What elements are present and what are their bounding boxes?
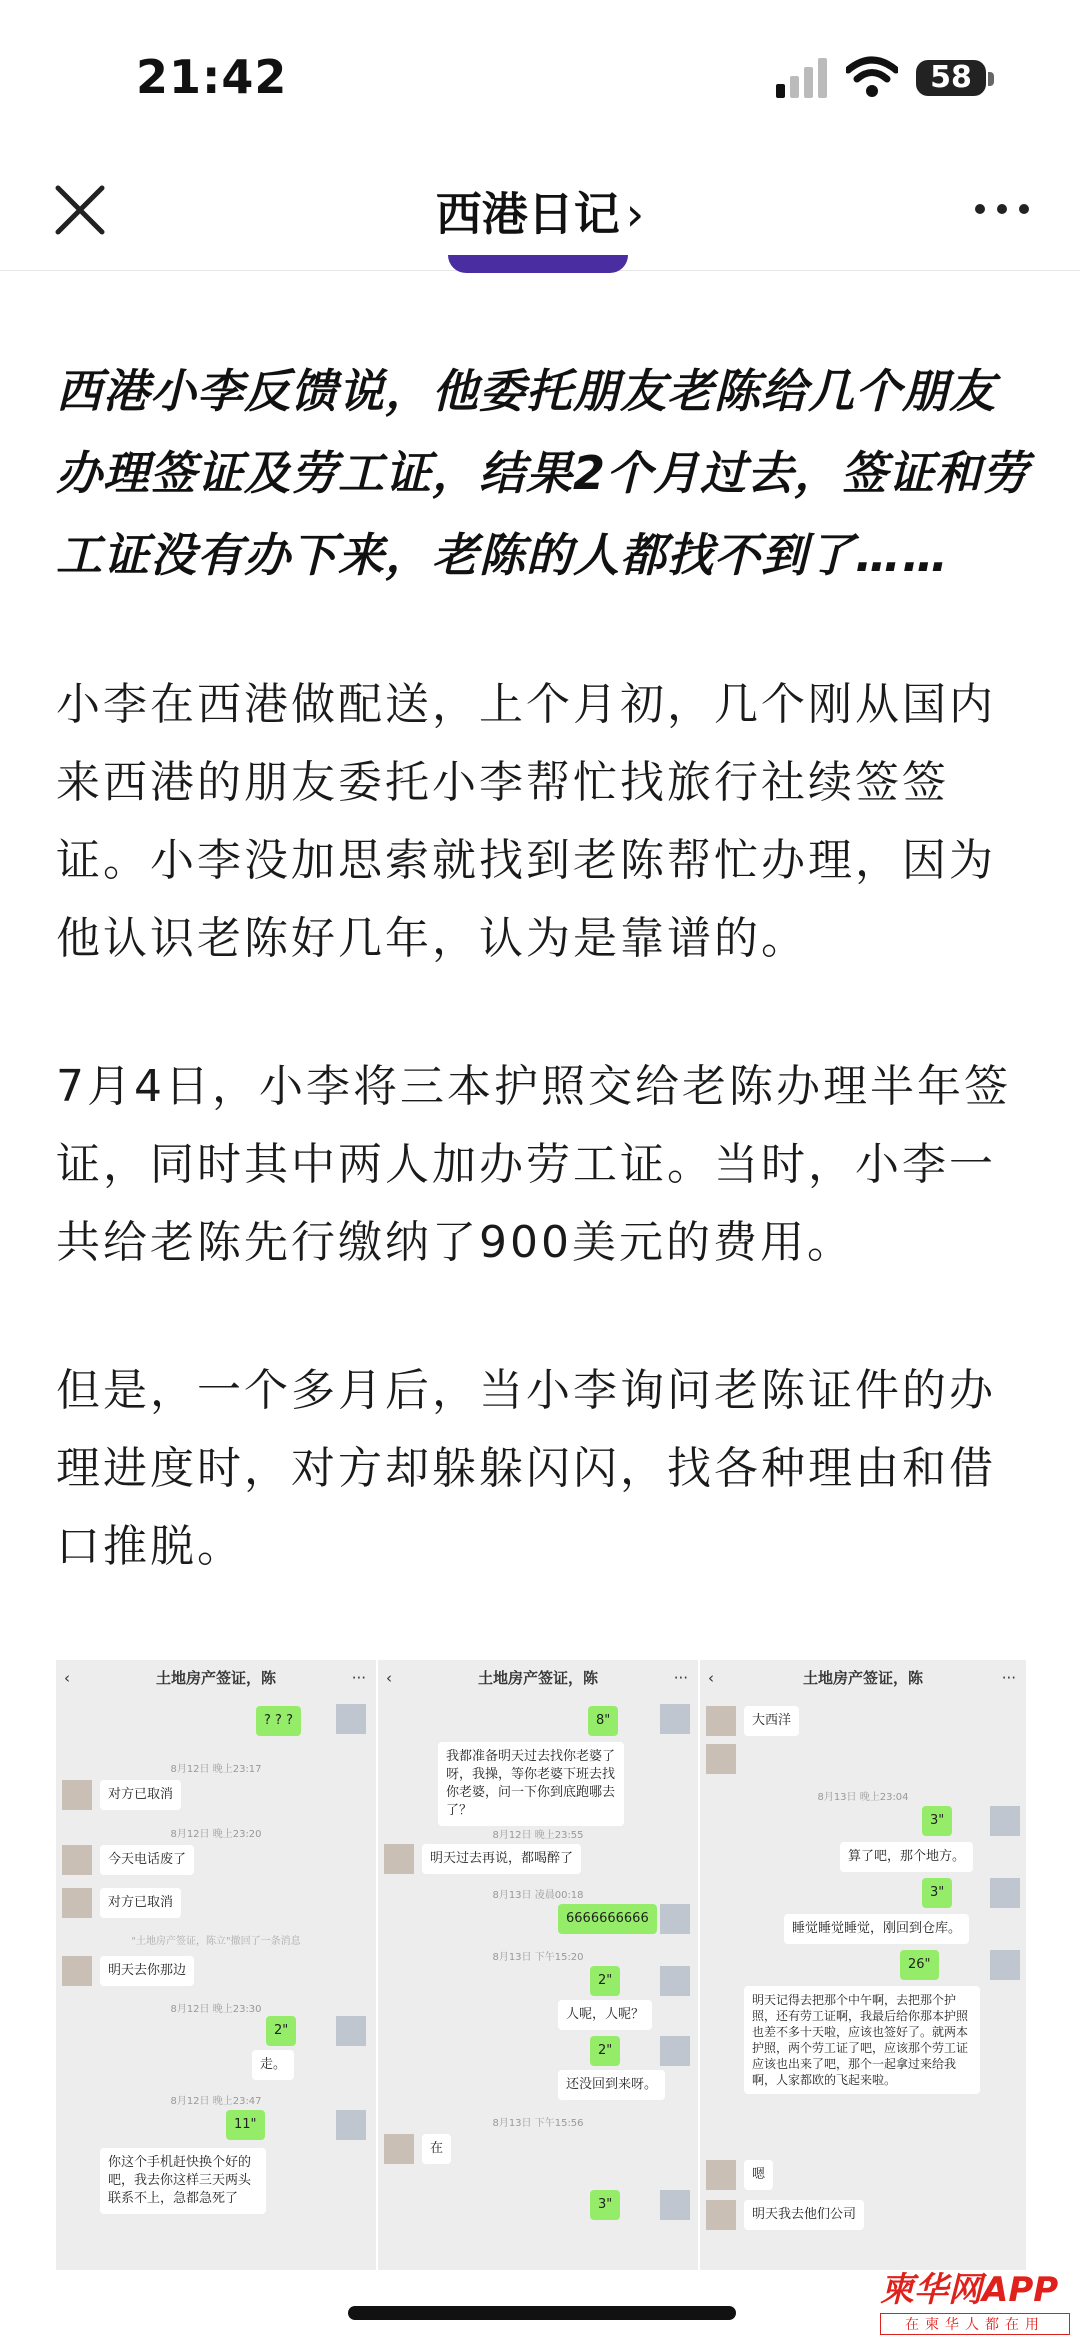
chat-title: 土地房产签证，陈 (802, 1669, 923, 1687)
home-indicator[interactable] (348, 2306, 736, 2320)
more-icon: ··· (673, 1669, 688, 1687)
chat-header (700, 1660, 1026, 1696)
chat-bubble: 今天电话废了 (100, 1845, 194, 1875)
nav-bar (0, 150, 1080, 271)
avatar (706, 2200, 736, 2230)
article-lead: 西港小李反馈说，他委托朋友老陈给几个朋友办理签证及劳工证，结果2个月过去，签证和劳工证没有办下来，老陈的人都找不到了…… (56, 364, 1030, 582)
back-icon: ‹ (708, 1669, 714, 1687)
chat-bubble: 2" (266, 2016, 296, 2046)
chat-bubble: 3" (922, 1806, 952, 1836)
chat-bubble: 算了吧，那个地方。 (840, 1842, 973, 1872)
chat-bubble: 还没回到来呀。 (558, 2070, 665, 2100)
avatar (62, 1888, 92, 1918)
avatar (62, 1780, 92, 1810)
chat-screenshot-image[interactable] (56, 1660, 1026, 2270)
avatar (706, 1744, 736, 1774)
avatar (990, 1806, 1020, 1836)
chat-timestamp: 8月12日 晚上23:55 (492, 1830, 584, 1841)
avatar (336, 2110, 366, 2140)
account-name: 西港日记 (435, 187, 620, 241)
article-paragraph: 但是，一个多月后，当小李询问老陈证件的办理进度时，对方却躲躲闪闪，找各种理由和借口推脱。 (56, 1365, 996, 1572)
avatar (706, 2160, 736, 2190)
more-icon: ··· (351, 1669, 366, 1687)
chat-bubble: 人呢，人呢？ (558, 2000, 652, 2030)
chat-header (378, 1660, 698, 1696)
avatar (660, 1904, 690, 1934)
chat-panel (56, 1660, 378, 2270)
chat-bubble: 你这个手机赶快换个好的吧，我去你这样三天两头联系不上，急都急死了 (100, 2148, 266, 2214)
watermark-logo (880, 2262, 1070, 2332)
chat-bubble: 在 (422, 2134, 451, 2164)
chevron-right-icon: › (625, 187, 645, 241)
chat-bubble: 明天我去他们公司 (744, 2200, 864, 2230)
chat-bubble: ? ? ? (256, 1706, 301, 1736)
status-bar (0, 0, 1080, 150)
avatar (336, 1704, 366, 1734)
chat-timestamp: 8月13日 晚上23:04 (817, 1792, 909, 1803)
chat-bubble: 明天记得去把那个中午啊，去把那个护照，还有劳工证啊，我最后给你那本护照也差不多十天啦，应该也签好了。就两本护照，两个劳工证了吧，应该那个劳工证应该也出来了吧，那个一起拿过来给我啊，人家都欧的飞起来啦。 (744, 1986, 980, 2094)
chat-bubble: 明天去你那边 (100, 1956, 194, 1986)
avatar (990, 1950, 1020, 1980)
avatar (384, 1844, 414, 1874)
chat-bubble: 8" (588, 1706, 618, 1736)
chat-bubble: 3" (590, 2190, 620, 2220)
chat-bubble: 明天过去再说，都喝醉了 (422, 1844, 581, 1874)
avatar (660, 2190, 690, 2220)
chat-bubble: 26" (900, 1950, 939, 1980)
chat-bubble: 大西洋 (744, 1706, 799, 1736)
account-title-link[interactable] (0, 178, 1080, 244)
chat-bubble: 对方已取消 (100, 1888, 181, 1918)
avatar (384, 2134, 414, 2164)
chat-bubble: 11" (226, 2110, 265, 2140)
wifi-icon (846, 56, 898, 98)
article-paragraph: 小李在西港做配送，上个月初，几个刚从国内来西港的朋友委托小李帮忙找旅行社续签签证。小李没加思索就找到老陈帮忙办理，因为他认识老陈好几年，认为是靠谱的。 (56, 679, 996, 964)
chat-timestamp: 8月13日 下午15:20 (492, 1952, 584, 1963)
chat-bubble: 2" (590, 2036, 620, 2066)
chat-panel (378, 1660, 700, 2270)
watermark-slogan: 在柬华人都在用 (880, 2313, 1070, 2335)
chat-header (56, 1660, 376, 1696)
chat-timestamp: 8月13日 下午15:56 (492, 2118, 584, 2129)
chat-bubble: 嗯 (744, 2160, 773, 2190)
chat-bubble: 走。 (252, 2050, 294, 2080)
cellular-signal-icon (776, 58, 830, 98)
chat-panel (700, 1660, 1026, 2270)
chat-bubble: 睡觉睡觉睡觉，刚回到仓库。 (784, 1914, 969, 1944)
watermark-brand: 柬华网APP (880, 2270, 1059, 2310)
avatar (62, 1845, 92, 1875)
avatar (706, 1706, 736, 1736)
avatar (660, 2036, 690, 2066)
chat-bubble: 我都准备明天过去找你老婆了呀，我操，等你老婆下班去找你老婆，问一下你到底跑哪去了？ (438, 1742, 624, 1826)
chat-timestamp: 8月13日 凌晨00:18 (492, 1890, 584, 1901)
chat-timestamp: 8月12日 晚上23:30 (170, 2004, 262, 2015)
avatar (62, 1956, 92, 1986)
chat-bubble: 对方已取消 (100, 1780, 181, 1810)
back-icon: ‹ (64, 1669, 70, 1687)
status-time: 21:42 (136, 50, 288, 104)
chat-timestamp: 8月12日 晚上23:47 (170, 2096, 262, 2107)
chat-title: 土地房产签证，陈 (155, 1669, 276, 1687)
battery-icon: 58 (916, 60, 986, 96)
chat-timestamp: 8月12日 晚上23:17 (170, 1764, 262, 1775)
article-paragraph: 7月4日，小李将三本护照交给老陈办理半年签证，同时其中两人加办劳工证。当时，小李一共给老陈先行缴纳了900美元的费用。 (56, 1061, 1011, 1268)
chat-bubble: 6666666666 (558, 1904, 657, 1934)
system-message: "土地房产签证，陈立"撤回了一条消息 (131, 1936, 301, 1947)
avatar (336, 2016, 366, 2046)
chat-bubble: 2" (590, 1966, 620, 1996)
battery-cap (988, 72, 994, 86)
back-icon: ‹ (386, 1669, 392, 1687)
chat-timestamp: 8月12日 晚上23:20 (170, 1829, 262, 1840)
avatar (660, 1966, 690, 1996)
chat-title: 土地房产签证，陈 (477, 1669, 598, 1687)
more-icon: ··· (1001, 1669, 1016, 1687)
more-options-icon[interactable] (972, 194, 1032, 224)
image-remnant (448, 255, 628, 273)
article-body (56, 350, 1031, 1586)
avatar (660, 1704, 690, 1734)
chat-bubble: 3" (922, 1878, 952, 1908)
avatar (990, 1878, 1020, 1908)
